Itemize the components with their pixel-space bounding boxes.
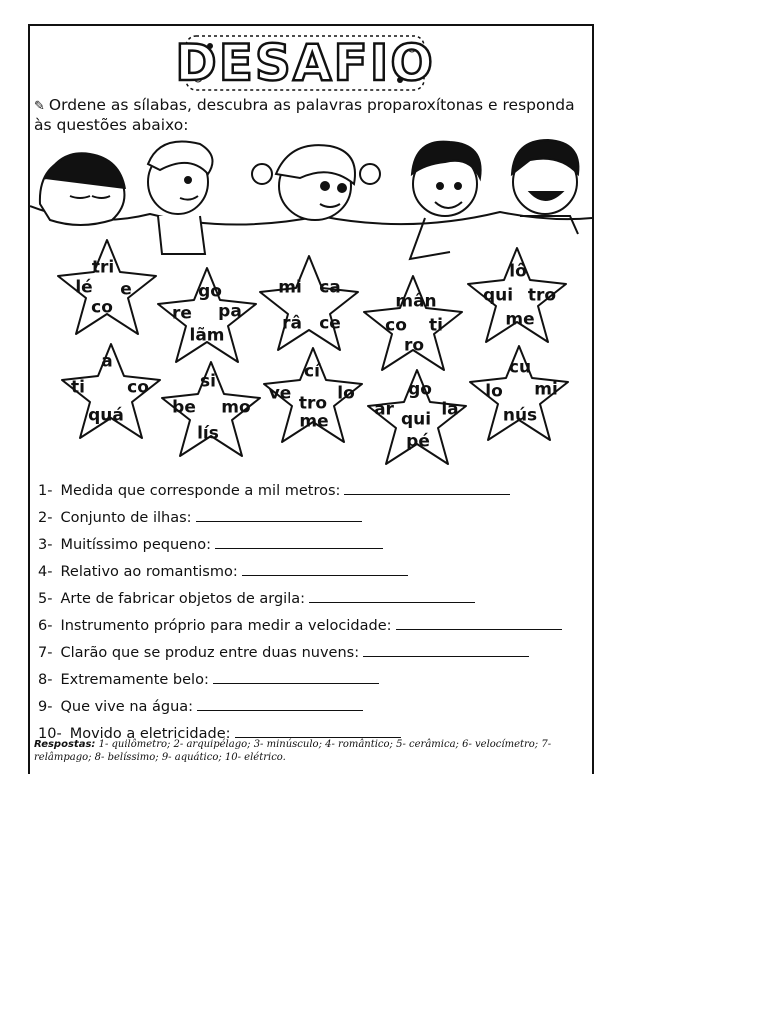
answer-line[interactable] (396, 629, 562, 630)
syllable: mi (534, 379, 558, 400)
syllable: lãm (189, 325, 225, 346)
answer-line[interactable] (242, 575, 408, 576)
syllable-stars (30, 26, 592, 466)
instruction-label: Ordene as sílabas, descubra as palavras proparoxítonas e responda às questões abaixo: (34, 96, 575, 134)
question-number: 2- (38, 510, 53, 526)
syllable: râ (282, 313, 302, 334)
star-5 (462, 244, 572, 348)
syllable: quá (88, 405, 124, 426)
star-8 (258, 344, 368, 448)
question-number: 1- (38, 483, 53, 499)
star-10 (464, 342, 574, 446)
syllable: la (441, 399, 459, 420)
syllable: lé (75, 277, 93, 298)
question-list (38, 472, 588, 742)
question-item (38, 607, 588, 634)
syllable: go (408, 379, 432, 400)
syllable: ve (268, 383, 292, 404)
syllable: re (172, 303, 192, 324)
syllable: pa (218, 301, 242, 322)
question-number: 10- (38, 726, 62, 742)
syllable: mi (278, 277, 302, 298)
question-text: Conjunto de ilhas: (60, 510, 192, 526)
star-4 (358, 272, 468, 376)
answer-line[interactable] (197, 710, 363, 711)
syllable: ti (429, 315, 443, 336)
question-text: Clarão que se produz entre duas nuvens: (60, 645, 360, 661)
answer-line[interactable] (215, 548, 383, 549)
syllable: cí (304, 361, 320, 382)
answer-line[interactable] (309, 602, 475, 603)
question-text: Arte de fabricar objetos de argila: (60, 591, 306, 607)
question-number: 3- (38, 537, 53, 553)
syllable: ti (71, 377, 85, 398)
star-1 (52, 236, 162, 340)
answer-line[interactable] (344, 494, 510, 495)
syllable: lo (337, 383, 355, 404)
syllable: be (172, 397, 196, 418)
syllable: e (120, 279, 132, 300)
pencil-icon: ✎ (34, 99, 45, 114)
syllable: a (101, 351, 113, 372)
syllable: co (91, 297, 113, 318)
star-9 (362, 366, 472, 470)
syllable: me (505, 309, 535, 330)
question-text: Movido a eletricidade: (69, 726, 231, 742)
question-text: Que vive na água: (60, 699, 194, 715)
question-item (38, 472, 588, 499)
question-item (38, 661, 588, 688)
syllable: lô (509, 261, 527, 282)
syllable: qui (482, 285, 514, 306)
answer-line[interactable] (196, 521, 362, 522)
syllable: tro (298, 393, 328, 414)
question-item (38, 580, 588, 607)
question-text: Muitíssimo pequeno: (60, 537, 212, 553)
star-3 (254, 252, 364, 356)
syllable: go (198, 281, 222, 302)
answer-key-text: 1- quilômetro; 2- arquipélago; 3- minúsculo; 4- romântico; 5- cerâmica; 6- velocímetro; 7- relâmpago; 8- belíssimo; 9- aquático; 10- elétrico. (34, 739, 552, 763)
answer-key-label: Respostas: (34, 739, 96, 750)
question-item (38, 688, 588, 715)
syllable: lo (485, 381, 503, 402)
syllable: cu (508, 357, 532, 378)
question-text: Medida que corresponde a mil metros: (60, 483, 341, 499)
syllable: ar (374, 399, 394, 420)
star-6 (56, 340, 166, 444)
syllable: mo (221, 397, 251, 418)
question-number: 7- (38, 645, 53, 661)
syllable: co (127, 377, 149, 398)
syllable: si (200, 371, 216, 392)
syllable: ro (403, 335, 425, 356)
star-2 (152, 264, 262, 368)
answer-line[interactable] (363, 656, 529, 657)
syllable: ca (319, 277, 341, 298)
question-item (38, 499, 588, 526)
syllable: pé (406, 431, 430, 452)
question-text: Instrumento próprio para medir a velocidade: (60, 618, 392, 634)
question-number: 4- (38, 564, 53, 580)
syllable: tri (91, 257, 115, 278)
syllable: qui (400, 409, 432, 430)
syllable: me (299, 411, 329, 432)
syllable: nús (502, 405, 538, 426)
syllable: co (385, 315, 407, 336)
answer-key (34, 738, 590, 764)
question-number: 5- (38, 591, 53, 607)
question-text: Relativo ao romantismo: (60, 564, 238, 580)
syllable: ce (319, 313, 341, 334)
syllable: tro (527, 285, 557, 306)
star-7 (156, 358, 266, 462)
question-text: Extremamente belo: (60, 672, 209, 688)
question-item (38, 526, 588, 553)
page-title: DESAFIO (175, 34, 435, 92)
worksheet (28, 24, 594, 774)
syllable: mân (395, 291, 437, 312)
question-number: 8- (38, 672, 53, 688)
question-number: 6- (38, 618, 53, 634)
question-item (38, 553, 588, 580)
answer-line[interactable] (213, 683, 379, 684)
question-number: 9- (38, 699, 53, 715)
question-item (38, 634, 588, 661)
syllable: lís (197, 423, 219, 444)
